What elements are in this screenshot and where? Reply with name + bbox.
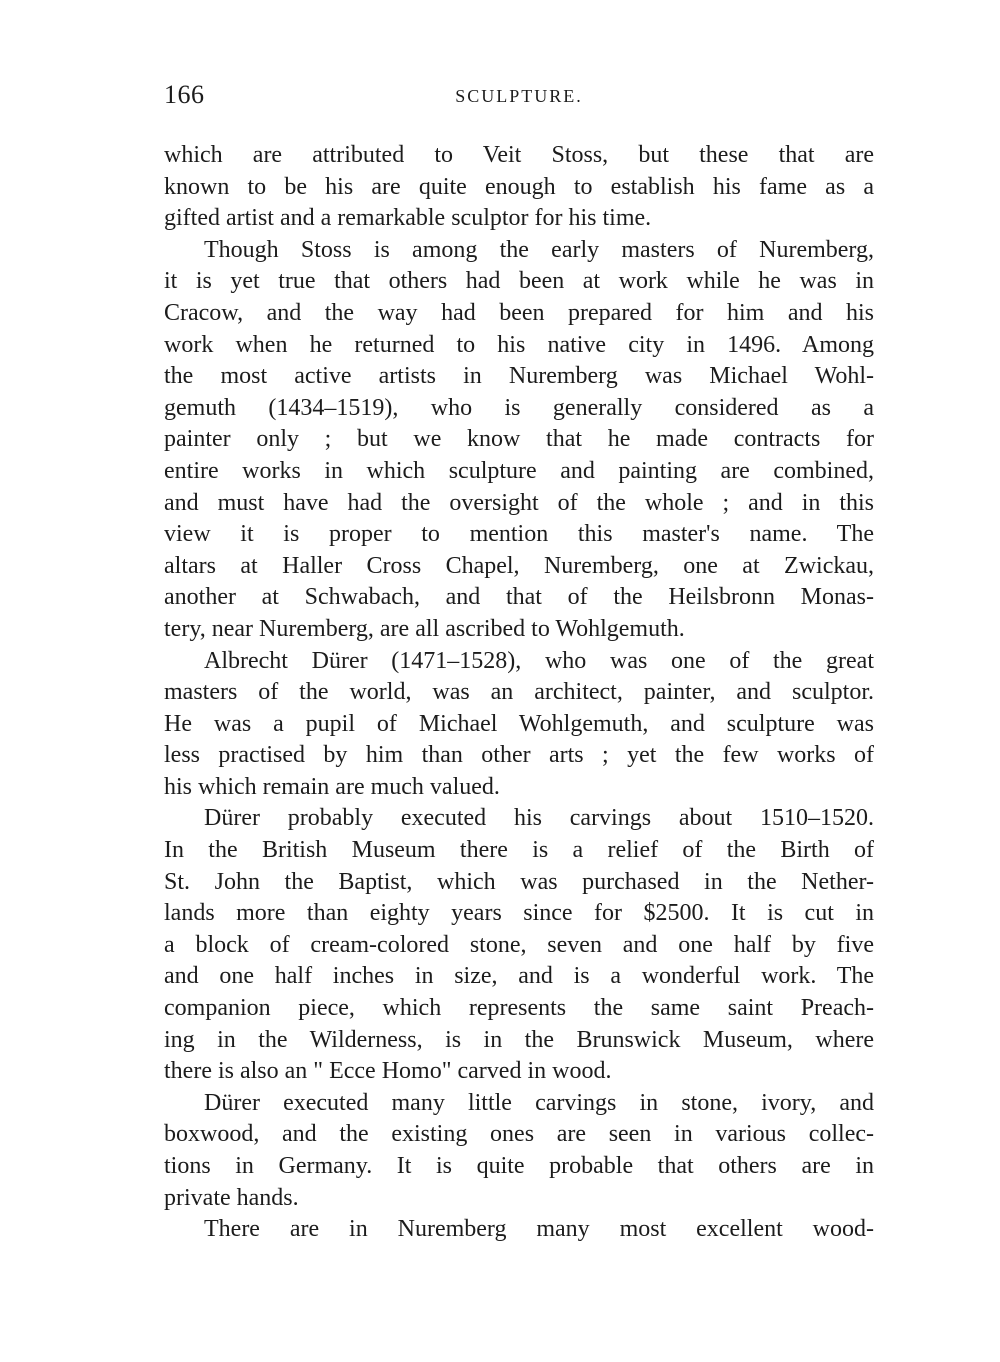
text-line: another at Schwabach, and that of the Heilsbronn Monas-: [164, 584, 874, 611]
text-line: tery, near Nuremberg, are all ascribed to Wohlgemuth.: [164, 615, 685, 642]
text-line: St. John the Baptist, which was purchased in the Nether-: [164, 868, 874, 895]
text-line: lands more than eighty years since for $2500. It is cut in: [164, 900, 874, 927]
running-title: SCULPTURE.: [455, 86, 583, 106]
text-line: gemuth (1434–1519), who is generally considered as a: [164, 394, 874, 421]
text-line: tions in Germany. It is quite probable that others are in: [164, 1153, 874, 1179]
text-line: and must have had the oversight of the whole ; and in this: [164, 489, 874, 516]
page-number: 166: [164, 80, 205, 109]
text-line: entire works in which sculpture and painting are combined,: [164, 457, 874, 484]
text-line: view it is proper to mention this master's name. The: [164, 521, 874, 548]
text-line: private hands.: [164, 1184, 299, 1211]
text-line: known to be his are quite enough to establish his fame as a: [164, 173, 874, 200]
text-line: it is yet true that others had been at work while he was in: [164, 268, 874, 295]
text-line: companion piece, which represents the same saint Preach-: [164, 995, 874, 1022]
paragraph-start-line: Dürer executed many little carvings in stone, ivory, and: [204, 1089, 874, 1116]
text-line: gifted artist and a remarkable sculptor for his time.: [164, 205, 652, 232]
text-line: Cracow, and the way had been prepared for him and his: [164, 299, 874, 326]
text-line: painter only ; but we know that he made contracts for: [164, 426, 874, 453]
text-line: He was a pupil of Michael Wohlgemuth, and sculpture was: [164, 710, 874, 737]
running-head: [164, 80, 874, 116]
text-line: ing in the Wilderness, is in the Brunswick Museum, where: [164, 1026, 874, 1053]
paragraph-start-line: Albrecht Dürer (1471–1528), who was one of the great: [204, 647, 874, 674]
text-line: masters of the world, was an architect, painter, and sculptor.: [164, 679, 874, 706]
paragraph-start-line: Dürer probably executed his carvings about 1510–1520.: [204, 805, 874, 832]
text-line: and one half inches in size, and is a wonderful work. The: [164, 963, 874, 990]
text-line: there is also an " Ecce Homo" carved in wood.: [164, 1058, 612, 1085]
text-line: a block of cream-colored stone, seven and one half by five: [164, 931, 874, 958]
text-line: boxwood, and the existing ones are seen in various collec-: [164, 1121, 874, 1148]
text-line: his which remain are much valued.: [164, 773, 500, 800]
text-line: which are attributed to Veit Stoss, but these that are: [164, 142, 874, 168]
text-line: less practised by him than other arts ; yet the few works of: [164, 742, 874, 769]
body-text: [164, 140, 874, 1246]
paragraph-start-line: Though Stoss is among the early masters of Nuremberg,: [204, 236, 874, 263]
text-line: In the British Museum there is a relief of the Birth of: [164, 837, 874, 864]
text-line: the most active artists in Nuremberg was Michael Wohl-: [164, 363, 874, 390]
text-line: altars at Haller Cross Chapel, Nuremberg, one at Zwickau,: [164, 552, 874, 579]
text-line: work when he returned to his native city in 1496. Among: [164, 331, 874, 358]
paragraph-start-line: There are in Nuremberg many most excellent wood-: [204, 1216, 874, 1243]
